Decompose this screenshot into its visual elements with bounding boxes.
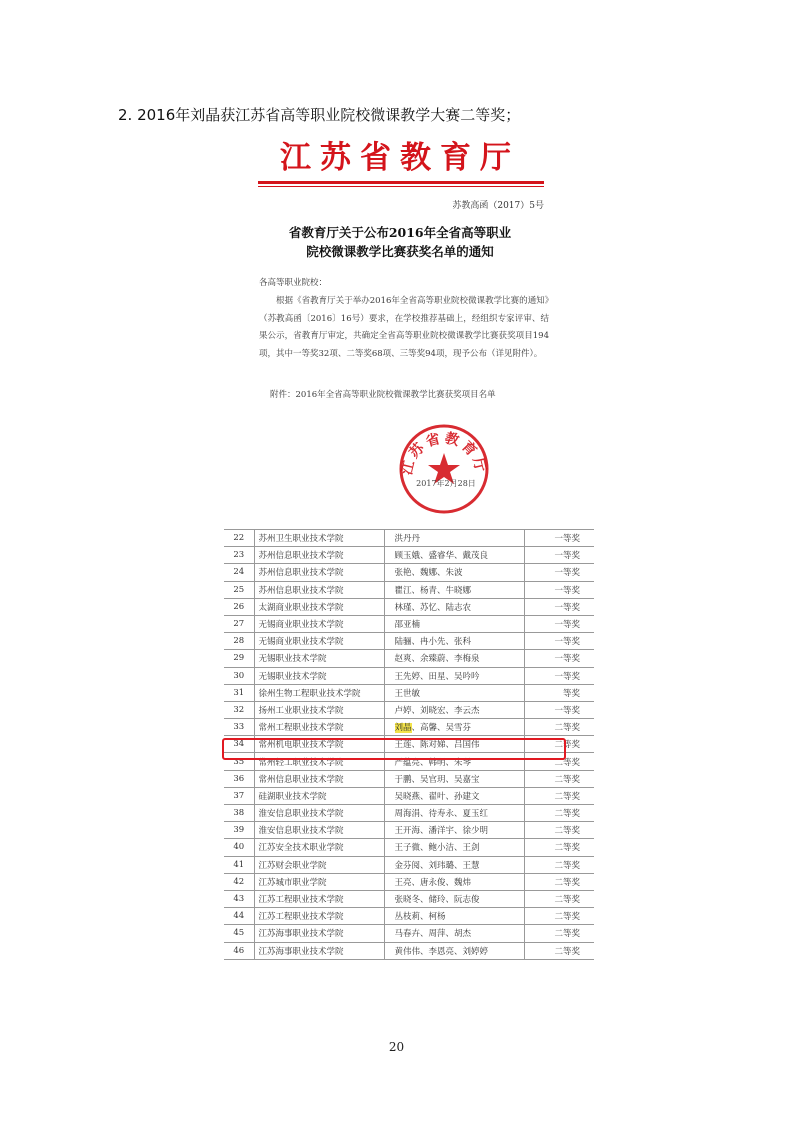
award-cell: 二等奖 [524,822,594,839]
award-cell: 一等奖 [524,564,594,581]
names-cell: 邵亚楠 [384,615,524,632]
school-cell: 常州工程职业技术学院 [254,719,384,736]
award-cell: 等奖 [524,684,594,701]
school-cell: 无锡商业职业技术学院 [254,633,384,650]
table-row [224,701,594,718]
school-cell: 江苏安全技术职业学院 [254,839,384,856]
official-notice-image [250,138,550,508]
table-row [224,873,594,890]
row-number: 30 [224,667,254,684]
letterhead-rule [258,181,544,184]
award-cell: 二等奖 [524,719,594,736]
names-cell: 林瑾、苏忆、陆志农 [384,598,524,615]
seal-text: 江苏省教育厅 [399,430,489,477]
names-cell: 赵爽、余臻蔚、李梅泉 [384,650,524,667]
notice-body: 根据《省教育厅关于举办2016年全省高等职业院校微课教学比赛的通知》（苏教高函〔2016〕16号）要求，在学校推荐基础上，经组织专家评审、结果公示，省教育厅审定，共确定全省高等职业院校微课教学比赛获奖项目194项，其中一等奖32项、二等奖68项、三等奖94项，现予公布（详见附件）。 [259,296,549,359]
notice-title-line1: 省教育厅关于公布2016年全省高等职业 [288,225,512,240]
names-rest: 、高馨、吴雪芬 [411,723,472,734]
names-cell: 张晓冬、储玲、阮志俊 [384,890,524,907]
salutation: 各高等职业院校： [259,278,328,288]
award-cell: 二等奖 [524,787,594,804]
school-cell: 无锡商业职业技术学院 [254,615,384,632]
document-number: 苏教高函（2017）5号 [452,201,544,211]
school-cell: 苏州卫生职业技术学院 [254,530,384,547]
names-cell: 王开海、潘洋宇、徐少明 [384,822,524,839]
row-number: 27 [224,615,254,632]
letterhead: 江苏省教育厅 [280,140,520,176]
award-cell: 一等奖 [524,667,594,684]
table-row [224,770,594,787]
award-cell: 二等奖 [524,908,594,925]
row-number: 46 [224,942,254,959]
table-row [224,787,594,804]
row-number: 29 [224,650,254,667]
row-number: 39 [224,822,254,839]
letterhead-rule-thin [258,186,544,187]
school-cell: 徐州生物工程职业技术学院 [254,684,384,701]
table-row [224,856,594,873]
award-cell: 一等奖 [524,701,594,718]
table-row [224,615,594,632]
official-seal-icon [398,423,490,515]
award-cell: 一等奖 [524,633,594,650]
table-row [224,839,594,856]
award-cell: 二等奖 [524,856,594,873]
award-cell: 二等奖 [524,890,594,907]
row-number: 36 [224,770,254,787]
table-row [224,805,594,822]
table-row [224,908,594,925]
highlight-frame-row-33 [222,738,566,760]
school-cell: 江苏工程职业技术学院 [254,890,384,907]
names-cell: 张艳、魏娜、朱波 [384,564,524,581]
award-cell: 一等奖 [524,598,594,615]
school-cell: 苏州信息职业技术学院 [254,581,384,598]
names-cell: 丛枝莉、柯杨 [384,908,524,925]
school-cell: 硅湖职业技术学院 [254,787,384,804]
school-cell: 扬州工业职业技术学院 [254,701,384,718]
row-number: 23 [224,547,254,564]
table-row [224,530,594,547]
attachment-line: 附件：2016年全省高等职业院校微课教学比赛获奖项目名单 [270,390,496,400]
page-number: 20 [388,1040,405,1054]
table-row [224,650,594,667]
table-row [224,564,594,581]
school-cell: 江苏工程职业技术学院 [254,908,384,925]
school-cell: 太湖商业职业技术学院 [254,598,384,615]
table-row [224,890,594,907]
award-cell: 一等奖 [524,547,594,564]
names-cell: 严蕴亮、韩明、朱琴 [384,753,524,770]
table-row [224,925,594,942]
names-cell: 于鹏、吴官玥、吴嘉宝 [384,770,524,787]
highlighted-name: 刘晶 [394,723,412,734]
award-cell: 二等奖 [524,942,594,959]
award-cell: 一等奖 [524,530,594,547]
names-cell: 王先婷、田星、吴吟吟 [384,667,524,684]
names-cell [384,719,524,736]
names-cell: 陆骊、冉小先、张科 [384,633,524,650]
table-row [224,942,594,959]
row-number: 25 [224,581,254,598]
names-cell: 王亮、唐永俊、魏炜 [384,873,524,890]
names-cell: 瞿江、杨青、牛晓娜 [384,581,524,598]
row-number: 22 [224,530,254,547]
award-cell: 二等奖 [524,873,594,890]
school-cell: 常州轻工职业技术学院 [254,753,384,770]
school-cell: 淮安信息职业技术学院 [254,805,384,822]
table-row [224,547,594,564]
names-cell: 王世敏 [384,684,524,701]
table-row [224,822,594,839]
row-number: 32 [224,701,254,718]
school-cell: 无锡职业技术学院 [254,650,384,667]
table-row [224,633,594,650]
names-cell: 金芬阅、刘玮璐、王慧 [384,856,524,873]
row-number: 44 [224,908,254,925]
award-cell: 二等奖 [524,736,594,753]
award-cell: 二等奖 [524,770,594,787]
award-cell: 二等奖 [524,805,594,822]
award-cell: 二等奖 [524,925,594,942]
award-cell: 一等奖 [524,581,594,598]
school-cell: 常州机电职业技术学院 [254,736,384,753]
school-cell: 苏州信息职业技术学院 [254,547,384,564]
table-row [224,598,594,615]
row-number: 33 [224,719,254,736]
row-number: 41 [224,856,254,873]
row-number: 45 [224,925,254,942]
row-number: 42 [224,873,254,890]
row-number: 28 [224,633,254,650]
row-number: 37 [224,787,254,804]
award-cell: 一等奖 [524,650,594,667]
row-number: 26 [224,598,254,615]
names-cell: 顾玉娥、盛睿华、戴茂良 [384,547,524,564]
names-cell: 周海涓、待寿永、夏玉红 [384,805,524,822]
row-number: 35 [224,753,254,770]
row-number: 34 [224,736,254,753]
award-cell: 二等奖 [524,839,594,856]
table-row [224,667,594,684]
school-cell: 无锡职业技术学院 [254,667,384,684]
row-number: 38 [224,805,254,822]
page-heading: 2. 2016年刘晶获江苏省高等职业院校微课教学大赛二等奖； [118,106,521,124]
table-row [224,719,594,736]
notice-title-line2: 院校微课教学比赛获奖名单的通知 [306,244,494,259]
school-cell: 江苏海事职业技术学院 [254,925,384,942]
names-cell: 卢婷、刘晓宏、李云杰 [384,701,524,718]
award-cell: 二等奖 [524,753,594,770]
table-row [224,684,594,701]
row-number: 31 [224,684,254,701]
school-cell: 江苏海事职业技术学院 [254,942,384,959]
school-cell: 苏州信息职业技术学院 [254,564,384,581]
school-cell: 江苏城市职业学院 [254,873,384,890]
names-cell: 洪丹丹 [384,530,524,547]
names-cell: 王莲、陈对娣、吕国伟 [384,736,524,753]
school-cell: 淮安信息职业技术学院 [254,822,384,839]
row-number: 40 [224,839,254,856]
award-cell: 一等奖 [524,615,594,632]
school-cell: 常州信息职业技术学院 [254,770,384,787]
row-number: 24 [224,564,254,581]
names-cell: 马春卉、周萍、胡杰 [384,925,524,942]
row-number: 43 [224,890,254,907]
school-cell: 江苏财会职业学院 [254,856,384,873]
seal-date: 2017年2月28日 [416,479,476,488]
names-cell: 王子微、鲍小洁、王剑 [384,839,524,856]
table-row [224,581,594,598]
names-cell: 黄伟伟、李恩亮、刘婷婷 [384,942,524,959]
names-cell: 吴晓燕、翟叶、孙建文 [384,787,524,804]
